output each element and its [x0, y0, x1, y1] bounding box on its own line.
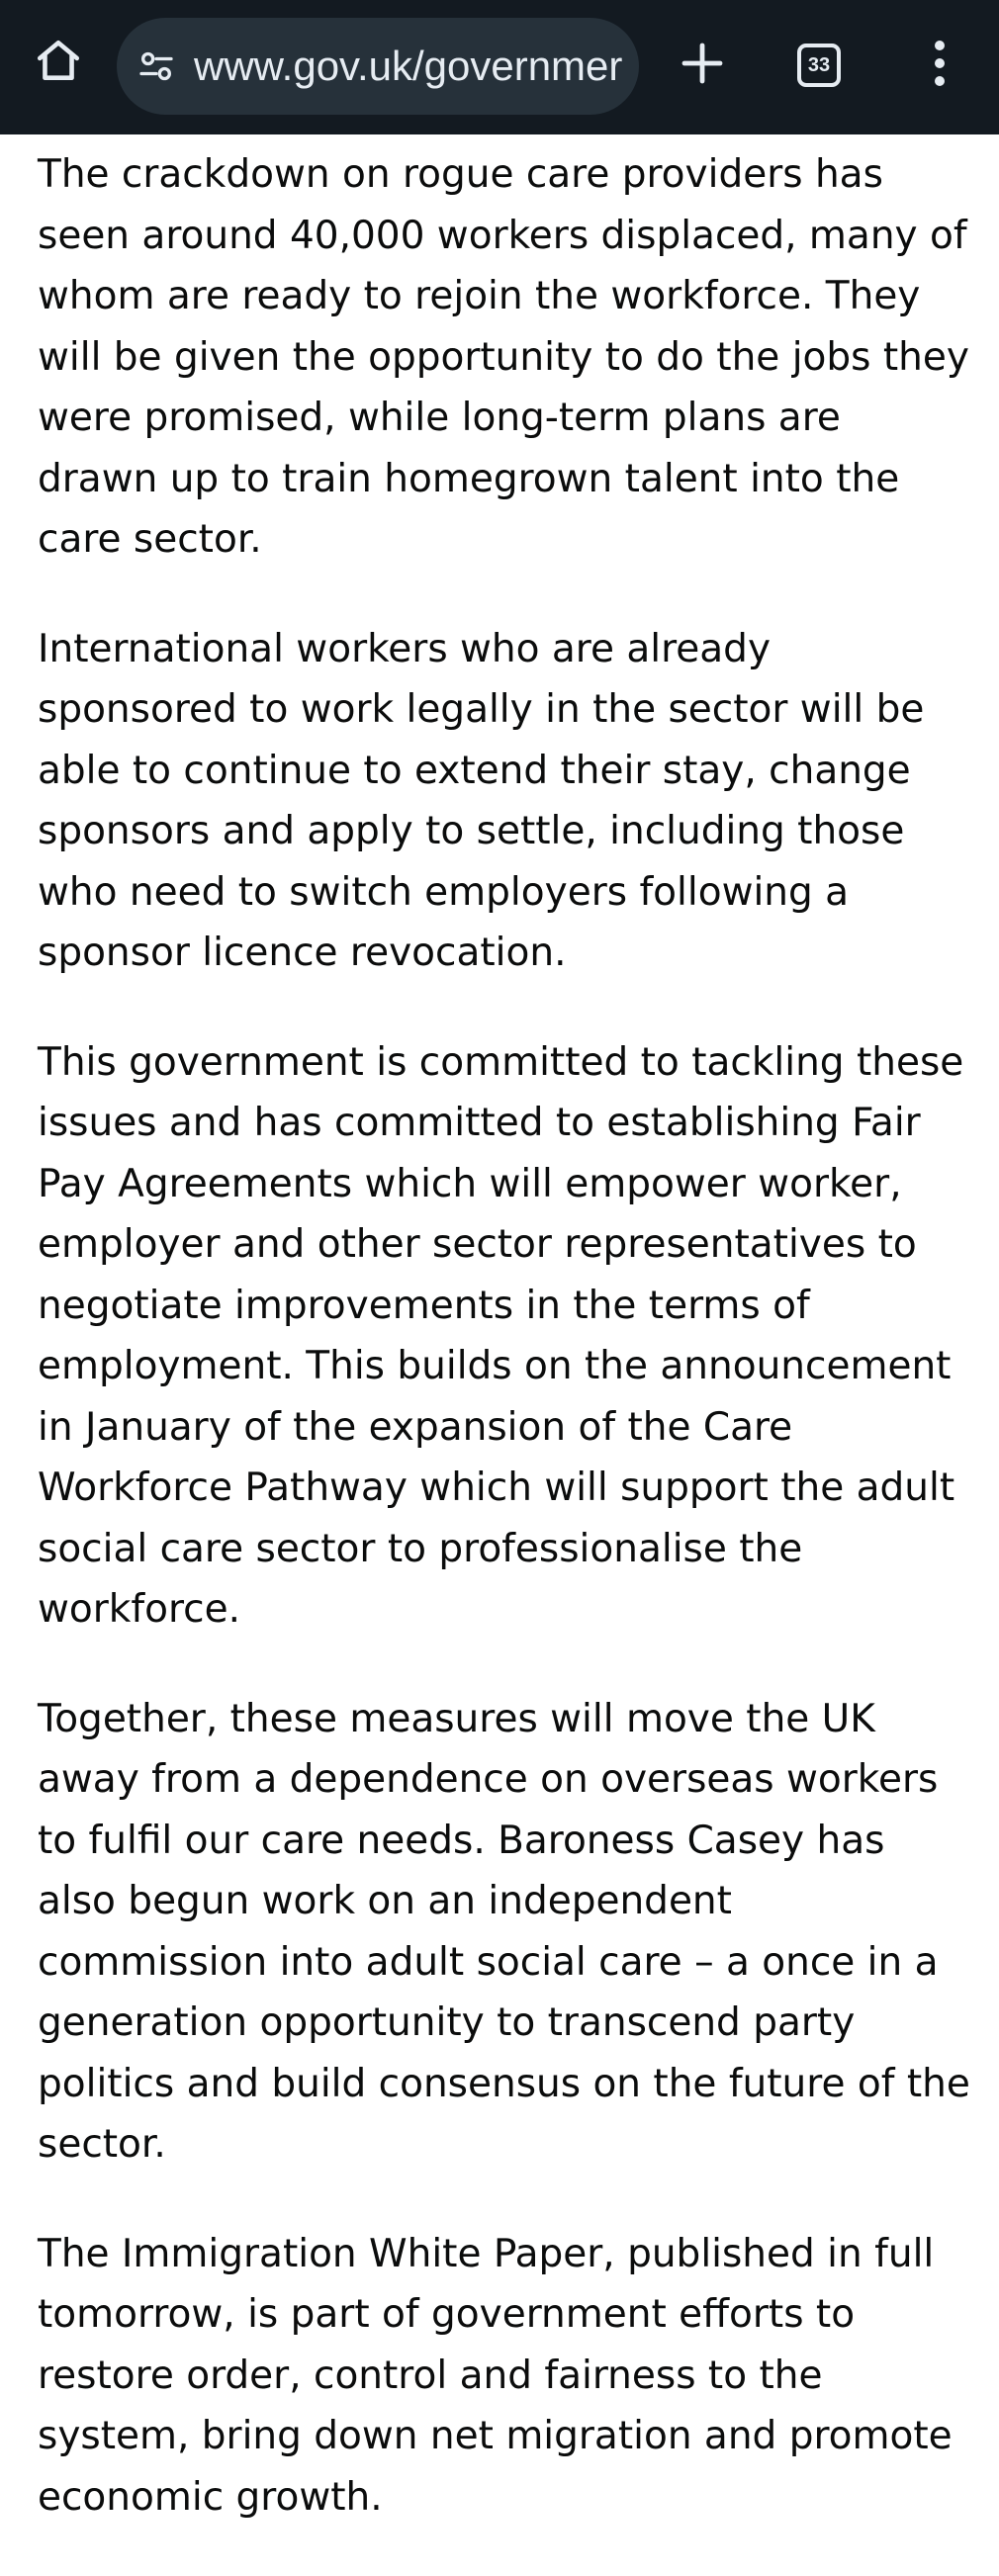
address-bar[interactable]: [117, 18, 639, 115]
article-paragraph-4: Together, these measures will move the UK away from a dependence on overseas workers to fulfil our care needs. Baroness Casey has also begun work on an independent commission into adult social care – a once in a generation opportunity to transcend party politics and build consensus on the future of the sector.: [38, 1696, 970, 2167]
article-paragraph-2: International workers who are already sponsored to work legally in the sector will be able to continue to extend their stay, change sponsors and apply to settle, including those who need to switch employers following a sponsor licence revocation.: [38, 626, 925, 975]
home-button[interactable]: [30, 34, 87, 91]
tab-switcher-button[interactable]: [797, 44, 841, 87]
new-tab-button[interactable]: [673, 36, 732, 95]
article-body: [38, 144, 972, 2576]
article-paragraph-1: The crackdown on rogue care providers has seen around 40,000 workers displaced, many of whom are ready to rejoin the workforce. They will be given the opportunity to do the jobs they were promised, while long-term plans are drawn up to train homegrown talent into the care sector.: [38, 152, 969, 562]
more-menu-button[interactable]: [920, 36, 959, 95]
browser-toolbar: [0, 0, 999, 134]
more-vert-icon: [932, 38, 948, 94]
site-settings-icon[interactable]: [135, 44, 178, 88]
plus-icon: [679, 40, 726, 92]
home-icon: [34, 36, 83, 90]
url-text[interactable]: www.gov.uk/governmer: [194, 43, 623, 89]
tab-count: 33: [807, 54, 831, 76]
article-paragraph-3: This government is committed to tackling these issues and has committed to establishing Fair Pay Agreements which will empower worker, employer and other sector representatives to negotiate improvements in the terms of employment. This builds on the announcement in January of the expansion of the Care Workforce Pathway which will support the adult social care sector to professionalise the workforce.: [38, 1039, 964, 1632]
article-paragraph-5: The Immigration White Paper, published in full tomorrow, is part of government efforts to restore order, control and fairness to the system, bring down net migration and promote economic growth.: [38, 2231, 953, 2520]
